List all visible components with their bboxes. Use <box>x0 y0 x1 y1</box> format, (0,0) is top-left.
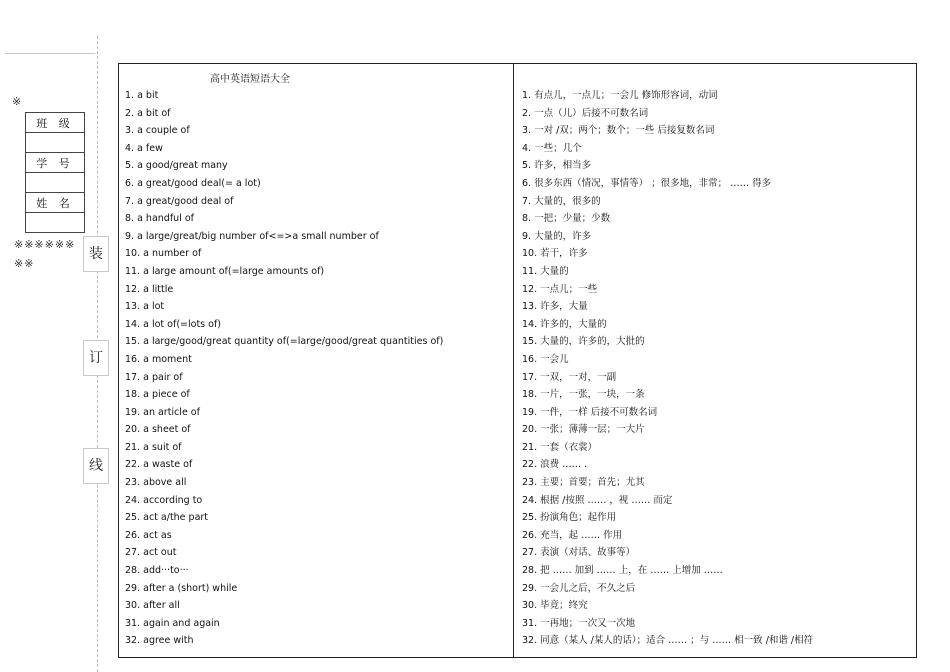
english-phrase: 17. a pair of <box>125 371 183 383</box>
english-phrase: 8. a handful of <box>125 213 195 225</box>
english-phrase: 5. a good/great many <box>125 160 228 172</box>
chinese-meaning: 13. 许多，大量 <box>522 301 588 313</box>
name-field[interactable] <box>26 213 85 233</box>
chinese-meaning: 25. 扮演角色；起作用 <box>522 512 617 524</box>
marker-row-1: ※※※※※※ <box>14 238 76 251</box>
chinese-meaning: 21. 一套（衣裳） <box>522 441 598 453</box>
english-phrase: 11. a large amount of(=large amounts of) <box>125 265 325 277</box>
english-phrase: 26. act as <box>125 529 172 541</box>
chinese-meaning: 32. 同意（某人 /某人的话）；适合 …… ；与 …… 相一致 /和谐 /相符 <box>522 635 814 647</box>
english-phrase: 25. act a/the part <box>125 512 209 524</box>
english-phrase: 6. a great/good deal(= a lot) <box>125 177 261 189</box>
english-phrase: 12. a little <box>125 283 174 295</box>
chinese-meaning: 23. 主要；首要；首先；尤其 <box>522 477 645 489</box>
chinese-meaning-list <box>522 87 813 650</box>
english-phrase: 32. agree with <box>125 635 194 647</box>
chinese-meaning: 5. 许多，相当多 <box>522 160 592 172</box>
english-phrase: 16. a moment <box>125 353 192 365</box>
chinese-meaning: 2. 一点（儿）后接不可数名词 <box>522 107 649 119</box>
chinese-meaning: 6. 很多东西（情况，事情等） ；很多地，非常； …… 得多 <box>522 177 772 189</box>
english-phrase-list <box>125 87 443 650</box>
chinese-meaning: 7. 大量的，很多的 <box>522 195 601 207</box>
name-label: 姓 名 <box>26 193 85 213</box>
chinese-meaning: 17. 一双，一对，一副 <box>522 371 617 383</box>
english-phrase: 9. a large/great/big number of<=>a small number of <box>125 230 379 242</box>
chinese-meaning: 22. 浪费 …… . <box>522 459 588 471</box>
english-phrase: 18. a piece of <box>125 389 190 401</box>
chinese-meaning: 4. 一些；几个 <box>522 142 582 154</box>
class-field[interactable] <box>26 133 85 153</box>
english-phrase: 13. a lot <box>125 301 165 313</box>
chinese-meaning: 1. 有点儿，一点儿；一会儿 修饰形容词，动词 <box>522 90 718 101</box>
english-phrase: 15. a large/good/great quantity of(=large/good/great quantities of) <box>125 336 444 348</box>
chinese-meaning: 28. 把 …… 加到 …… 上，在 …… 上增加 …… <box>522 565 723 577</box>
chinese-meaning: 26. 充当，起 …… 作用 <box>522 529 623 541</box>
chinese-meaning: 11. 大量的 <box>522 265 569 277</box>
chinese-meaning: 27. 表演（对话、故事等） <box>522 547 636 559</box>
column-divider <box>513 63 514 658</box>
chinese-meaning: 12. 一点儿；一些 <box>522 283 598 295</box>
english-phrase: 4. a few <box>125 142 163 154</box>
student-info-table <box>25 112 85 233</box>
english-phrase: 23. above all <box>125 477 187 489</box>
chinese-meaning: 3. 一对 /双；两个；数个；一些 后接复数名词 <box>522 125 715 137</box>
chinese-meaning: 10. 若干，许多 <box>522 248 588 260</box>
chinese-meaning: 20. 一张；薄薄一层；一大片 <box>522 424 645 436</box>
english-phrase: 7. a great/good deal of <box>125 195 234 207</box>
english-phrase: 1. a bit <box>125 90 159 101</box>
english-phrase: 21. a suit of <box>125 441 182 453</box>
chinese-meaning: 29. 一会儿之后，不久之后 <box>522 582 636 594</box>
english-phrase: 22. a waste of <box>125 459 193 471</box>
english-phrase: 31. again and again <box>125 617 220 629</box>
chinese-meaning: 16. 一会儿 <box>522 353 569 365</box>
english-phrase: 14. a lot of(=lots of) <box>125 318 221 330</box>
student-number-field[interactable] <box>26 173 85 193</box>
binding-char-xian: 线 <box>83 448 109 484</box>
chinese-meaning: 8. 一把；少量；少数 <box>522 213 611 225</box>
class-label: 班 级 <box>26 113 85 133</box>
chinese-meaning: 19. 一件，一样 后接不可数名词 <box>522 406 658 418</box>
chinese-meaning: 15. 大量的，许多的，大批的 <box>522 336 645 348</box>
english-phrase: 20. a sheet of <box>125 424 191 436</box>
english-phrase: 28. add···to··· <box>125 565 189 577</box>
marker-top: ※ <box>12 95 22 108</box>
chinese-meaning: 14. 许多的，大量的 <box>522 318 607 330</box>
english-phrase: 27. act out <box>125 547 177 559</box>
chinese-meaning: 30. 毕竟；终究 <box>522 600 588 612</box>
english-phrase: 3. a couple of <box>125 125 190 137</box>
english-phrase: 29. after a (short) while <box>125 582 238 594</box>
chinese-meaning: 31. 一再地；一次又一次地 <box>522 617 636 629</box>
english-phrase: 24. according to <box>125 494 203 506</box>
english-phrase: 2. a bit of <box>125 107 171 119</box>
english-phrase: 30. after all <box>125 600 180 612</box>
binding-char-zhuang: 装 <box>83 236 109 272</box>
binding-char-ding: 订 <box>83 340 109 376</box>
student-number-label: 学 号 <box>26 153 85 173</box>
english-phrase: 10. a number of <box>125 248 202 260</box>
marker-row-2: ※※ <box>14 257 35 270</box>
top-rule <box>5 53 95 54</box>
chinese-meaning: 9. 大量的，许多 <box>522 230 592 242</box>
chinese-meaning: 18. 一片，一张，一块，一条 <box>522 389 645 401</box>
document-title: 高中英语短语大全 <box>210 74 290 85</box>
chinese-meaning: 24. 根据 /按照 …… ，视 …… 而定 <box>522 494 673 506</box>
english-phrase: 19. an article of <box>125 406 200 418</box>
